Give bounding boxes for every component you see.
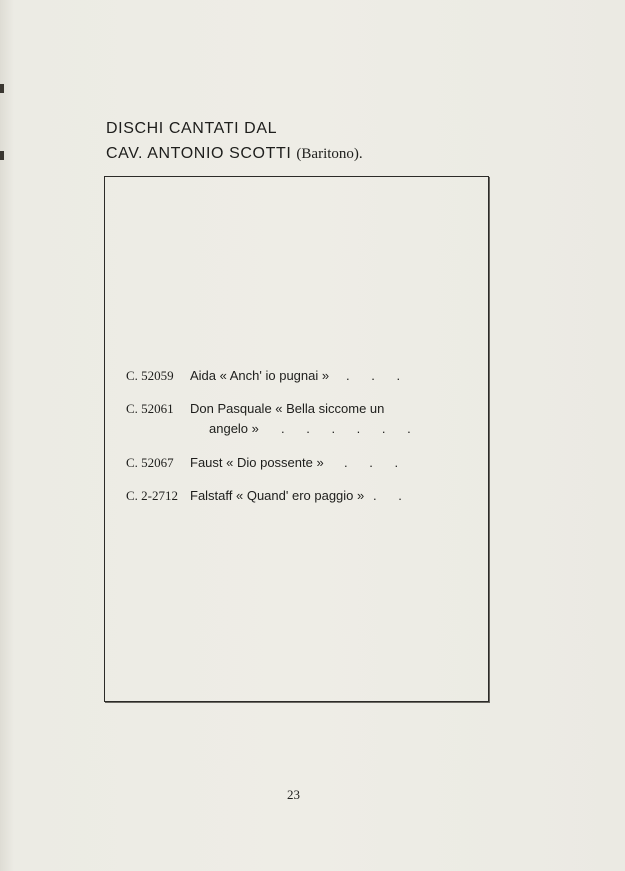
record-code: C. 2-2712 — [126, 488, 178, 503]
record-code: C. 52061 — [126, 401, 174, 416]
voice-type: (Baritono). — [296, 146, 363, 162]
leader-dots: . . . — [344, 455, 408, 470]
record-code: C. 52067 — [126, 455, 174, 470]
binding-mark — [0, 84, 4, 93]
heading-line-1: DISCHI CANTATI DAL — [106, 120, 278, 137]
record-title-continuation: angelo » — [209, 421, 259, 436]
record-title: Faust « Dio possente » — [190, 455, 324, 470]
leader-dots: . . — [373, 488, 411, 503]
record-code: C. 52059 — [126, 368, 174, 383]
record-title: Don Pasquale « Bella siccome un — [190, 401, 385, 416]
records-frame — [104, 176, 489, 702]
record-title: Falstaff « Quand' ero paggio » — [190, 488, 365, 503]
binding-mark — [0, 151, 4, 160]
record-title: Aida « Anch' io pugnai » — [190, 368, 330, 383]
leader-dots: . . . — [346, 368, 410, 383]
singer-name: CAV. ANTONIO SCOTTI — [106, 145, 292, 162]
leader-dots: . . . . . . — [281, 421, 420, 436]
page-number: 23 — [287, 787, 300, 802]
heading-line-2 — [106, 145, 363, 163]
